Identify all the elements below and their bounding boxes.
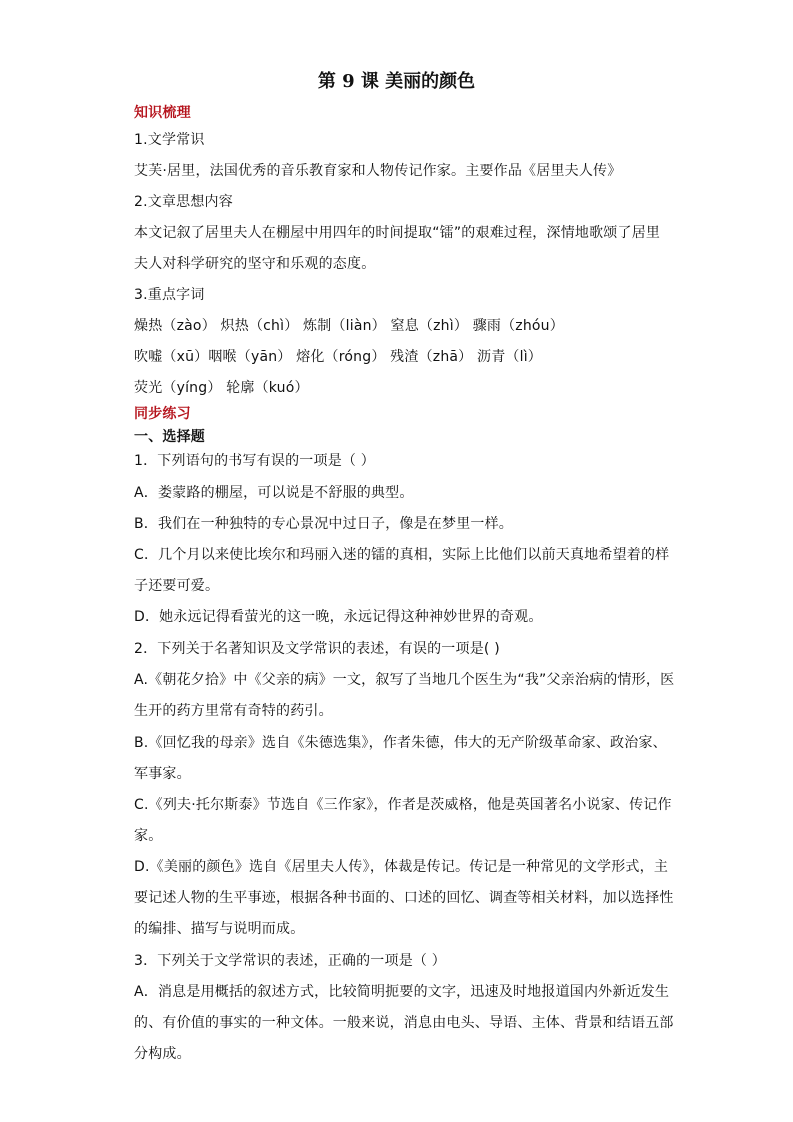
option-line: D.《美丽的颜色》选自《居里夫人传》，体裁是传记。传记是一种常见的文学形式，主	[134, 859, 669, 875]
option-line: A.《朝花夕拾》中《父亲的病》一文，叙写了当地几个医生为“我”父亲治病的情形，医	[134, 672, 675, 688]
section-heading-practice: 同步练习	[134, 406, 191, 422]
option-line: 子还要可爱。	[134, 578, 220, 594]
word-list-line: 燥热（zào） 炽热（chì） 炼制（liàn） 窒息（zhì） 骤雨（zhóu）	[134, 318, 564, 334]
question-stem: 2．下列关于名著知识及文学常识的表述，有误的一项是( )	[134, 641, 500, 657]
option-line: 生开的药方里常有奇特的药引。	[134, 703, 333, 719]
option-line: 军事家。	[134, 766, 191, 782]
page-title: 第 9 课 美丽的颜色	[317, 71, 476, 92]
paragraph: 艾芙·居里，法国优秀的音乐教育家和人物传记作家。主要作品《居里夫人传》	[134, 163, 622, 179]
item-heading: 3.重点字词	[134, 287, 205, 303]
option-line: 家。	[134, 828, 163, 844]
option-line: B.《回忆我的母亲》选自《朱德选集》，作者朱德，伟大的无产阶级革命家、政治家、	[134, 735, 667, 751]
option-line: C．几个月以来使比埃尔和玛丽入迷的镭的真相，实际上比他们以前天真地希望着的样	[134, 547, 670, 563]
paragraph-line: 本文记叙了居里夫人在棚屋中用四年的时间提取“镭”的艰难过程，深情地歌颂了居里	[134, 225, 661, 241]
word-list-line: 荧光（yíng） 轮廓（kuó）	[134, 380, 309, 396]
option: B．我们在一种独特的专心景况中过日子，像是在梦里一样。	[134, 516, 514, 532]
section-heading-knowledge: 知识梳理	[134, 105, 191, 121]
item-heading: 2.文章思想内容	[134, 194, 233, 210]
item-heading: 1.文学常识	[134, 132, 205, 148]
option-line: C.《列夫·托尔斯泰》节选自《三作家》，作者是茨威格，他是英国著名小说家、传记作	[134, 797, 672, 813]
option-line: 的编排、描写与说明而成。	[134, 921, 305, 937]
question-stem: 1．下列语句的书写有误的一项是（ ）	[134, 453, 375, 469]
option: D．她永远记得看萤光的这一晚，永远记得这种神妙世界的奇观。	[134, 609, 543, 625]
option: A．娄蒙路的棚屋，可以说是不舒服的典型。	[134, 485, 414, 501]
paragraph-line: 夫人对科学研究的坚守和乐观的态度。	[134, 256, 376, 272]
option-line: 的、有价值的事实的一种文体。一般来说，消息由电头、导语、主体、背景和结语五部	[134, 1015, 674, 1031]
question-stem: 3．下列关于文学常识的表述，正确的一项是（ ）	[134, 953, 446, 969]
word-list-line: 吹嘘（xū）咽喉（yān） 熔化（róng） 残渣（zhā） 沥青（lì）	[134, 349, 542, 365]
option-line: 分构成。	[134, 1046, 191, 1062]
question-section-heading: 一、选择题	[134, 429, 205, 445]
option-line: 要记述人物的生平事迹，根据各种书面的、口述的回忆、调查等相关材料，加以选择性	[134, 890, 674, 906]
option-line: A．消息是用概括的叙述方式，比较简明扼要的文字，迅速及时地报道国内外新近发生	[134, 984, 670, 1000]
